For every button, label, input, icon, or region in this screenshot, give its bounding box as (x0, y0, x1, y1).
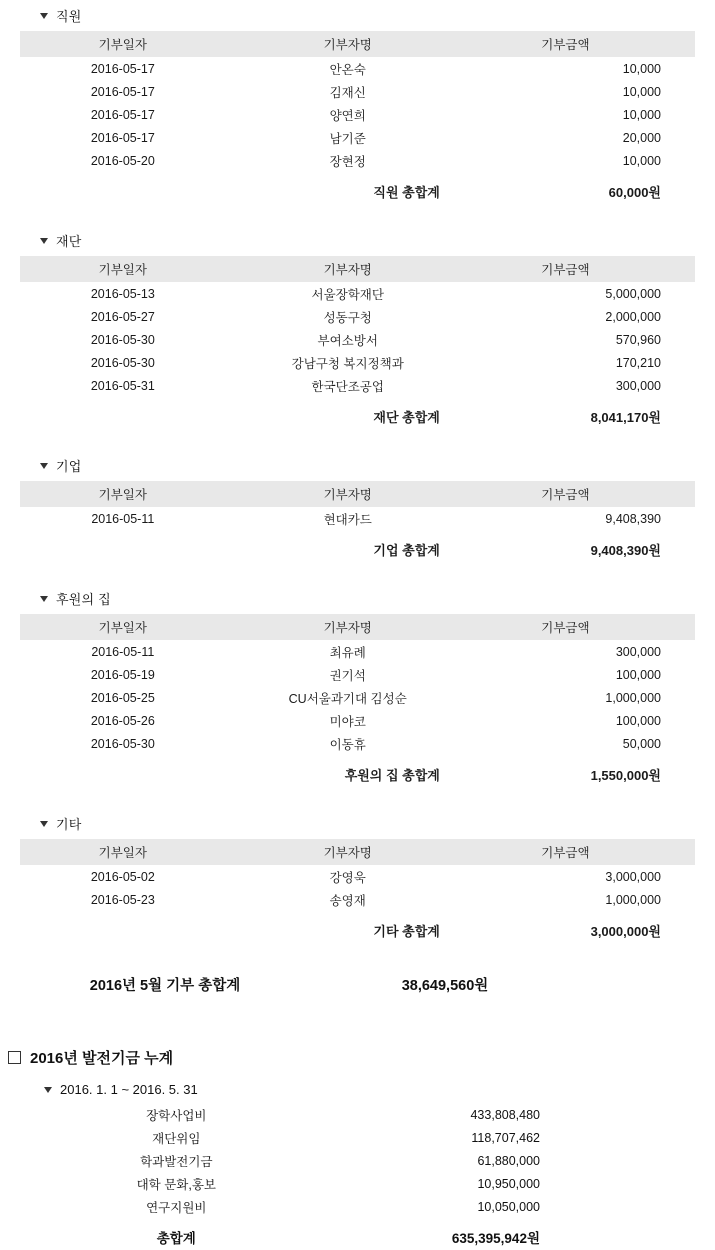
group-title: 직원 (56, 9, 82, 24)
cell-name: 장현정 (329, 154, 366, 169)
cell-name: 서울장학재단 (311, 287, 384, 302)
donation-table-supporter-house (20, 614, 695, 794)
table-header-row (20, 31, 695, 57)
cell-label: 장학사업비 (146, 1108, 207, 1123)
table-row (20, 663, 695, 686)
cell-amount: 10,000 (622, 84, 661, 99)
square-bullet-icon (8, 1051, 21, 1064)
donation-group-corporate (0, 450, 715, 569)
table-header-row (20, 256, 695, 282)
table-row (20, 103, 695, 126)
cell-date: 2016-05-20 (90, 153, 155, 168)
table-header-row (20, 481, 695, 507)
cell-date: 2016-05-30 (90, 736, 155, 751)
table-row (20, 126, 695, 149)
column-header-date: 기부일자 (20, 614, 226, 640)
table-row (20, 1172, 660, 1195)
cell-label: 연구지원비 (146, 1200, 207, 1215)
table-header-row (20, 614, 695, 640)
column-header-amount: 기부금액 (470, 614, 695, 640)
table-row (20, 282, 695, 305)
cell-amount: 5,000,000 (605, 286, 661, 301)
chevron-down-icon[interactable] (44, 1087, 52, 1093)
cell-amount: 100,000 (615, 667, 661, 682)
cell-amount: 10,000 (622, 107, 661, 122)
cell-amount: 570,960 (615, 332, 661, 347)
cell-date: 2016-05-17 (90, 61, 155, 76)
cell-name: 김재신 (329, 85, 366, 100)
section-title: 2016년 발전기금 누계 (30, 1050, 174, 1067)
table-row (20, 686, 695, 709)
cumulative-fund-table (20, 1103, 660, 1250)
cell-value: 118,707,462 (471, 1130, 540, 1145)
group-total-value: 8,041,170원 (590, 410, 661, 425)
cell-label: 재단위임 (152, 1131, 201, 1146)
column-header-name: 기부자명 (226, 614, 470, 640)
cell-label: 대학 문화,홍보 (136, 1177, 216, 1192)
table-row (20, 328, 695, 351)
cell-amount: 100,000 (615, 713, 661, 728)
section-total-label: 총합계 (156, 1231, 196, 1246)
donation-group-etc (0, 808, 715, 950)
spacer (0, 794, 715, 808)
cell-amount: 170,210 (615, 355, 661, 370)
section-total-value: 635,395,942원 (451, 1231, 540, 1246)
cell-date: 2016-05-30 (90, 355, 155, 370)
cell-value: 10,950,000 (477, 1176, 540, 1191)
table-row (20, 732, 695, 755)
column-header-name: 기부자명 (226, 839, 470, 865)
table-row (20, 57, 695, 80)
cell-name: 미야코 (329, 714, 366, 729)
cell-amount: 50,000 (622, 736, 661, 751)
cell-date: 2016-05-31 (90, 378, 155, 393)
table-row (20, 1103, 660, 1126)
group-total-value: 1,550,000원 (590, 768, 661, 783)
grand-total-label: 2016년 5월 기부 총합계 (89, 978, 241, 994)
table-row (20, 80, 695, 103)
group-total-label: 재단 총합계 (373, 410, 440, 425)
group-total-value: 60,000원 (608, 185, 661, 200)
cell-date: 2016-05-27 (90, 309, 155, 324)
cell-name: 현대카드 (323, 512, 372, 527)
column-header-amount: 기부금액 (470, 256, 695, 282)
group-total-row (20, 397, 695, 436)
grand-total-row (0, 968, 715, 1001)
cell-name: 이동휴 (329, 737, 366, 752)
cell-name: 부여소방서 (317, 333, 378, 348)
table-row (20, 1149, 660, 1172)
period-header[interactable] (0, 1068, 715, 1103)
spacer (0, 211, 715, 225)
group-total-row (20, 755, 695, 794)
table-row (20, 374, 695, 397)
cell-date: 2016-05-13 (90, 286, 155, 301)
donation-table-foundation (20, 256, 695, 436)
cell-date: 2016-05-11 (91, 644, 155, 659)
cell-date: 2016-05-17 (90, 130, 155, 145)
group-total-label: 기타 총합계 (373, 924, 440, 939)
cell-name: 안온숙 (329, 62, 366, 77)
cell-value: 433,808,480 (470, 1107, 540, 1122)
group-header-foundation[interactable] (0, 225, 715, 256)
group-header-etc[interactable] (0, 808, 715, 839)
column-header-name: 기부자명 (226, 481, 470, 507)
cell-name: 한국단조공업 (311, 379, 384, 394)
cell-name: CU서울과기대 김성순 (288, 691, 407, 706)
chevron-down-icon[interactable] (40, 463, 48, 469)
cell-date: 2016-05-19 (90, 667, 155, 682)
donation-group-foundation (0, 225, 715, 436)
cell-amount: 300,000 (615, 644, 661, 659)
cell-name: 권기석 (329, 668, 366, 683)
section-header (0, 1047, 715, 1068)
group-title: 기타 (56, 817, 82, 832)
cell-name: 성동구청 (323, 310, 372, 325)
column-header-amount: 기부금액 (470, 839, 695, 865)
period-label: 2016. 1. 1 ~ 2016. 5. 31 (60, 1082, 198, 1097)
group-title: 재단 (56, 234, 82, 249)
column-header-name: 기부자명 (226, 31, 470, 57)
cumulative-fund-section (0, 1047, 715, 1250)
table-header-row (20, 839, 695, 865)
column-header-date: 기부일자 (20, 481, 226, 507)
cell-amount: 10,000 (622, 61, 661, 76)
cell-date: 2016-05-23 (90, 892, 155, 907)
table-row (20, 709, 695, 732)
cell-date: 2016-05-30 (90, 332, 155, 347)
cell-name: 남기준 (329, 131, 366, 146)
grand-total-value: 38,649,560원 (401, 978, 489, 994)
cell-date: 2016-05-26 (90, 713, 155, 728)
column-header-date: 기부일자 (20, 31, 226, 57)
group-total-row (20, 911, 695, 950)
table-row (20, 640, 695, 663)
group-title: 기업 (56, 459, 82, 474)
table-row (20, 507, 695, 530)
group-header-corporate[interactable] (0, 450, 715, 481)
column-header-amount: 기부금액 (470, 31, 695, 57)
column-header-amount: 기부금액 (470, 481, 695, 507)
table-row (20, 888, 695, 911)
group-total-label: 직원 총합계 (373, 185, 440, 200)
cell-amount: 2,000,000 (605, 309, 661, 324)
column-header-date: 기부일자 (20, 256, 226, 282)
column-header-name: 기부자명 (226, 256, 470, 282)
group-total-value: 9,408,390원 (590, 543, 661, 558)
cell-date: 2016-05-25 (90, 690, 155, 705)
column-header-date: 기부일자 (20, 839, 226, 865)
chevron-down-icon[interactable] (40, 13, 48, 19)
section-total-row (20, 1218, 660, 1250)
table-row (20, 305, 695, 328)
cell-name: 최유례 (329, 645, 366, 660)
chevron-down-icon[interactable] (40, 596, 48, 602)
group-total-row (20, 530, 695, 569)
table-row (20, 1195, 660, 1218)
cell-value: 10,050,000 (477, 1199, 540, 1214)
cell-amount: 9,408,390 (605, 511, 661, 526)
cell-name: 강영욱 (329, 870, 366, 885)
cell-amount: 3,000,000 (605, 869, 661, 884)
cell-name: 송영재 (329, 893, 366, 908)
cell-amount: 20,000 (622, 130, 661, 145)
cell-amount: 300,000 (615, 378, 661, 393)
table-row (20, 351, 695, 374)
cell-date: 2016-05-11 (91, 511, 155, 526)
cell-name: 강남구청 복지정책과 (291, 356, 404, 371)
group-total-label: 후원의 집 총합계 (344, 768, 440, 783)
cell-amount: 1,000,000 (605, 892, 661, 907)
group-total-label: 기업 총합계 (373, 543, 440, 558)
group-total-row (20, 172, 695, 211)
cell-label: 학과발전기금 (140, 1154, 213, 1169)
chevron-down-icon[interactable] (40, 821, 48, 827)
donation-table-etc (20, 839, 695, 950)
group-total-value: 3,000,000원 (590, 924, 661, 939)
cell-date: 2016-05-17 (90, 107, 155, 122)
spacer (0, 569, 715, 583)
group-header-staff[interactable] (0, 0, 715, 31)
cell-amount: 1,000,000 (605, 690, 661, 705)
cell-date: 2016-05-02 (90, 869, 155, 884)
donation-table-corporate (20, 481, 695, 569)
spacer (0, 436, 715, 450)
donation-group-staff (0, 0, 715, 211)
chevron-down-icon[interactable] (40, 238, 48, 244)
table-row (20, 149, 695, 172)
donation-group-supporter-house (0, 583, 715, 794)
cell-name: 양연희 (329, 108, 366, 123)
group-title: 후원의 집 (56, 592, 111, 607)
table-row (20, 1126, 660, 1149)
donation-table-staff (20, 31, 695, 211)
group-header-supporter-house[interactable] (0, 583, 715, 614)
cell-value: 61,880,000 (477, 1153, 540, 1168)
cell-date: 2016-05-17 (90, 84, 155, 99)
cell-amount: 10,000 (622, 153, 661, 168)
table-row (20, 865, 695, 888)
